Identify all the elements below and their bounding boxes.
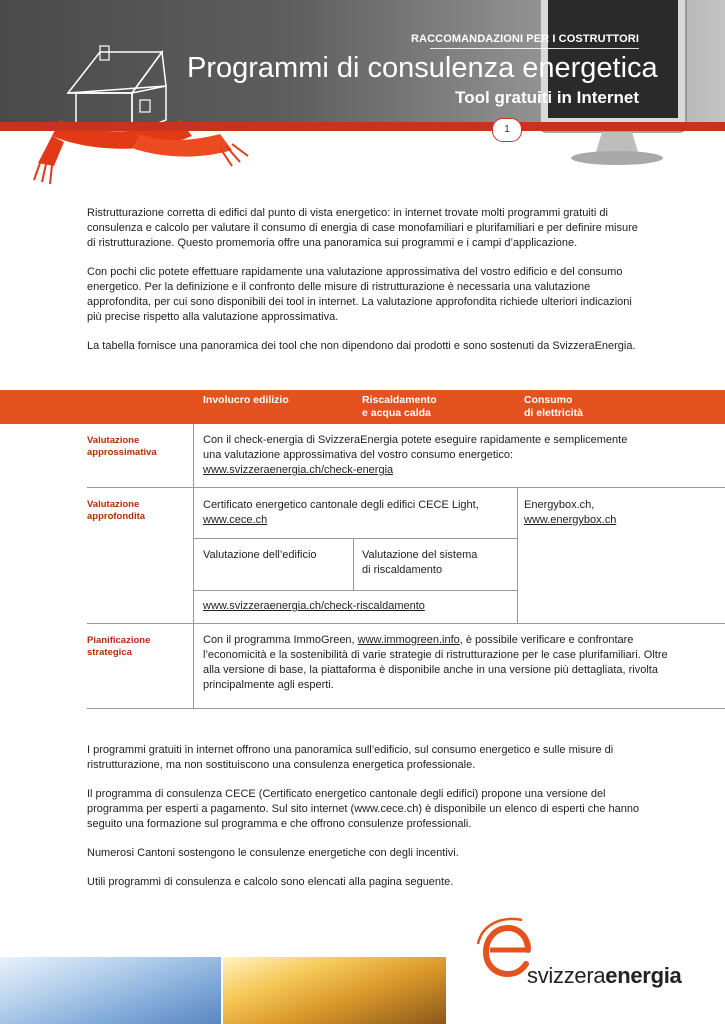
page-title: Programmi di consulenza energetica <box>187 52 658 84</box>
cece-cell <box>203 498 513 528</box>
outro-paragraph: Utili programmi di consulenza e calcolo sono elencati alla pagina seguente. <box>87 876 454 888</box>
header-involucro <box>203 394 289 407</box>
check-energia-link[interactable]: www.svizzeraenergia.ch/check-energia <box>203 464 394 476</box>
row-label-approssimativa <box>87 435 157 459</box>
valutazione-sistema-line: Valutazione del sistema <box>362 549 478 561</box>
header-riscaldamento-line2: e acqua calda <box>362 407 431 419</box>
table-divider <box>353 538 354 590</box>
row-approssimativa-cell <box>203 433 643 478</box>
row-label-approfondita <box>87 499 145 523</box>
logo-part2: energia <box>605 963 682 988</box>
logo-part1: svizzera <box>527 963 606 988</box>
immogreen-text-after: , è possibile verificare e confrontare l’economicità e la sostenibilità di varie strategie di ristrutturazione per le case plurifamiliari. Oltre alla versione di base, la piattaforma è disponibile anche in una versione più dettagliata, rivolta principalmente agli esperti. <box>203 634 668 691</box>
intro-paragraph: Con pochi clic potete effettuare rapidamente una valutazione approssimativa del vostro edificio e del consumo energetico. Per la definizione e il confronto delle misure di ristrutturazione è necessaria una valutazione approfondita, per cui sono disponibili dei tool in internet. La valutazione approfondita richiede ulteriori indicazioni più precise rispetto alla valutazione approssimativa. <box>87 266 632 323</box>
row-separator <box>87 623 725 624</box>
page-number-badge: 1 <box>492 118 522 142</box>
header-consumo-line2: di elettricità <box>524 407 583 419</box>
kicker-underline <box>430 48 639 49</box>
row-label-line: approssimativa <box>87 447 157 458</box>
row-separator <box>87 708 725 709</box>
valutazione-edificio-text: Valutazione dell’edificio <box>203 549 317 561</box>
check-riscaldamento-cell <box>203 599 513 614</box>
sky-photo <box>0 957 221 1024</box>
row-label-line: strategica <box>87 647 132 658</box>
energybox-cell <box>524 498 719 528</box>
intro-paragraph: Ristrutturazione corretta di edifici dal punto di vista energetico: in internet trovate molti programmi gratuiti di consulenza e calcolo per valutare il consumo di energia di case monofamiliari e plurifamiliari e per definire misure di ristrutturazione. Questo promemoria offre una panoramica sui programmi e i campi d’applicazione. <box>87 207 638 249</box>
check-riscaldamento-link[interactable]: www.svizzeraenergia.ch/check-riscaldamento <box>203 600 425 612</box>
row-label-strategica <box>87 635 150 659</box>
header-consumo-line1: Consumo <box>524 394 573 406</box>
page-subtitle: Tool gratuiti in Internet <box>455 88 639 107</box>
header-involucro-label: Involucro edilizio <box>203 394 289 406</box>
outro-text <box>87 743 647 904</box>
valutazione-edificio-cell <box>203 548 348 563</box>
row-separator <box>193 590 517 591</box>
header-consumo <box>524 394 583 420</box>
kicker-label: RACCOMANDAZIONI PER I COSTRUTTORI <box>411 33 639 45</box>
table-header <box>0 390 725 424</box>
immogreen-link[interactable]: www.immogreen.info <box>357 634 460 646</box>
table-divider <box>193 424 194 709</box>
row-label-line: Valutazione <box>87 499 140 510</box>
intro-text <box>87 206 647 368</box>
immogreen-text-before: Con il programma ImmoGreen, <box>203 634 358 646</box>
header-riscaldamento-line1: Riscaldamento <box>362 394 437 406</box>
energybox-link[interactable]: www.energybox.ch <box>524 514 617 526</box>
outro-paragraph: I programmi gratuiti in internet offrono una panoramica sull’edificio, sul consumo energetico e sulle misure di ristrutturazione, ma non sostituiscono una consulenza energetica professionale. <box>87 744 614 771</box>
valutazione-sistema-cell <box>362 548 512 578</box>
outro-paragraph: Il programma di consulenza CECE (Certificato energetico cantonale degli edifici) propone una versione del programma per esperti a pagamento. Sul sito internet (www.cece.ch) è disponibile un elenco di esperti che hanno seguito una formazione sul programma e che offrono consulenze professionali. <box>87 788 640 830</box>
svizzeraenergia-logo-text <box>527 963 681 989</box>
header-red-rule <box>0 122 725 131</box>
cece-link[interactable]: www.cece.ch <box>203 514 268 526</box>
table-divider <box>517 487 518 623</box>
energybox-text: Energybox.ch, <box>524 499 595 511</box>
row-label-line: approfondita <box>87 511 146 522</box>
row-separator <box>87 487 725 488</box>
row-separator <box>193 538 517 539</box>
intro-paragraph: La tabella fornisce una panoramica dei tool che non dipendono dai prodotti e sono sostenuti da SvizzeraEnergia. <box>87 340 636 352</box>
outro-paragraph: Numerosi Cantoni sostengono le consulenze energetiche con degli incentivi. <box>87 847 459 859</box>
check-energia-text: Con il check-energia di SvizzeraEnergia potete eseguire rapidamente e semplicemente una valutazione approssimativa del vostro consumo energetico: <box>203 434 628 461</box>
cece-text: Certificato energetico cantonale degli edifici CECE Light, <box>203 499 479 511</box>
row-label-line: Pianificazione <box>87 635 151 646</box>
valutazione-sistema-line: di riscaldamento <box>362 564 443 576</box>
row-label-line: Valutazione <box>87 435 140 446</box>
immogreen-cell <box>203 633 668 693</box>
sunset-photo <box>223 957 446 1024</box>
header-riscaldamento <box>362 394 437 420</box>
